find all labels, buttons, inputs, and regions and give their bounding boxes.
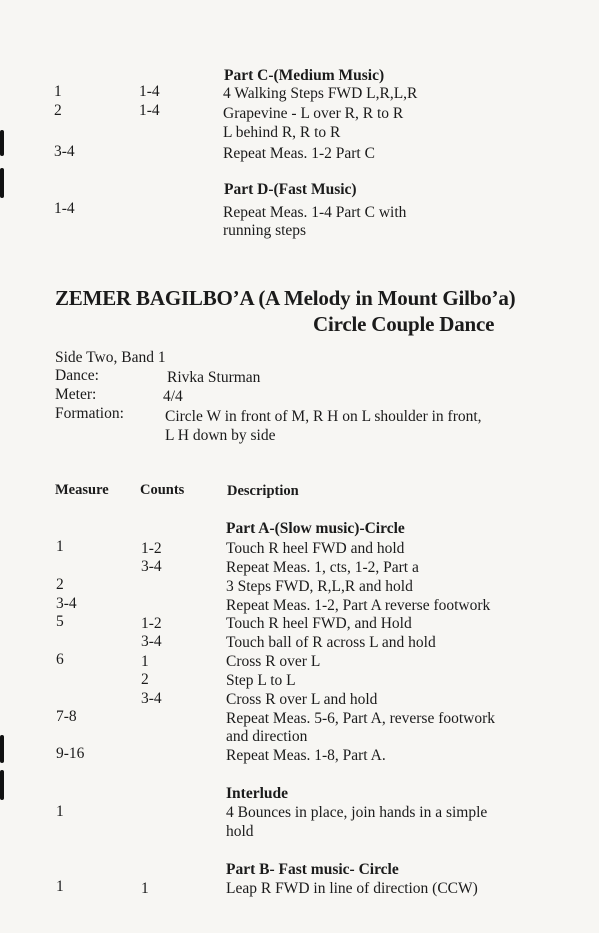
part-c-heading: Part C-(Medium Music) xyxy=(224,67,385,84)
meter-label: Meter: xyxy=(55,386,97,403)
dance-title: ZEMER BAGILBO’A (A Melody in Mount Gilbo’a) xyxy=(55,286,516,310)
formation-value: Circle W in front of M, R H on L shoulder in front, xyxy=(165,408,482,425)
description-cell: L behind R, R to R xyxy=(223,124,341,141)
binding-mark xyxy=(0,770,4,800)
counts-cell: 1-2 xyxy=(141,540,162,557)
counts-cell: 2 xyxy=(141,671,149,688)
description-cell: Cross R over L and hold xyxy=(226,691,378,708)
measure-cell: 1 xyxy=(56,803,64,820)
counts-cell: 1-4 xyxy=(139,102,160,119)
measure-cell: 1-4 xyxy=(54,200,75,217)
description-cell: 4 Walking Steps FWD L,R,L,R xyxy=(223,85,418,102)
measure-cell: 2 xyxy=(56,576,64,593)
description-cell: Grapevine - L over R, R to R xyxy=(223,105,404,122)
dance-subtitle: Circle Couple Dance xyxy=(313,312,495,336)
description-cell: Step L to L xyxy=(226,672,296,689)
dance-label: Dance: xyxy=(55,367,99,384)
interlude-heading: Interlude xyxy=(226,785,288,802)
description-cell: Touch R heel FWD, and Hold xyxy=(226,615,412,632)
counts-cell: 1 xyxy=(141,880,149,897)
measure-cell: 6 xyxy=(56,651,64,668)
description-cell: Repeat Meas. 1-8, Part A. xyxy=(226,747,386,764)
description-cell: and direction xyxy=(226,728,308,745)
measure-cell: 9-16 xyxy=(56,745,85,762)
column-header-measure: Measure xyxy=(55,482,109,498)
part-d-heading: Part D-(Fast Music) xyxy=(224,181,357,198)
measure-cell: 3-4 xyxy=(54,143,75,160)
counts-cell: 1-2 xyxy=(141,615,162,632)
description-cell: 4 Bounces in place, join hands in a simple xyxy=(226,804,488,821)
description-cell: hold xyxy=(226,823,254,840)
measure-cell: 2 xyxy=(54,102,62,119)
counts-cell: 3-4 xyxy=(141,690,162,707)
formation-label: Formation: xyxy=(55,405,124,422)
dance-value: Rivka Sturman xyxy=(167,369,261,386)
description-cell: Touch R heel FWD and hold xyxy=(226,540,405,557)
measure-cell: 3-4 xyxy=(56,595,77,612)
description-cell: Repeat Meas. 5-6, Part A, reverse footwork xyxy=(226,710,496,727)
description-cell: Leap R FWD in line of direction (CCW) xyxy=(226,880,478,897)
part-a-heading: Part A-(Slow music)-Circle xyxy=(226,520,405,537)
measure-cell: 7-8 xyxy=(56,708,77,725)
counts-cell: 3-4 xyxy=(141,558,162,575)
description-cell: Repeat Meas. 1-2, Part A reverse footwork xyxy=(226,597,491,614)
description-cell: Repeat Meas. 1-2 Part C xyxy=(223,145,375,162)
counts-cell: 1-4 xyxy=(139,83,160,100)
part-b-heading: Part B- Fast music- Circle xyxy=(226,861,399,878)
column-header-counts: Counts xyxy=(140,482,185,498)
measure-cell: 5 xyxy=(56,613,64,630)
formation-value: L H down by side xyxy=(165,427,276,444)
description-cell: 3 Steps FWD, R,L,R and hold xyxy=(226,578,413,595)
counts-cell: 3-4 xyxy=(141,633,162,650)
record-side: Side Two, Band 1 xyxy=(55,349,166,366)
meter-value: 4/4 xyxy=(163,388,183,405)
binding-mark xyxy=(0,130,4,156)
description-cell: Cross R over L xyxy=(226,653,321,670)
binding-mark xyxy=(0,735,4,763)
description-cell: Touch ball of R across L and hold xyxy=(226,634,436,651)
description-cell: Repeat Meas. 1, cts, 1-2, Part a xyxy=(226,559,419,576)
counts-cell: 1 xyxy=(141,653,149,670)
measure-cell: 1 xyxy=(56,878,64,895)
measure-cell: 1 xyxy=(54,83,62,100)
measure-cell: 1 xyxy=(56,538,64,555)
description-cell: Repeat Meas. 1-4 Part C with xyxy=(223,204,407,221)
column-header-description: Description xyxy=(227,483,299,499)
binding-mark xyxy=(0,168,4,198)
description-cell: running steps xyxy=(223,222,307,239)
